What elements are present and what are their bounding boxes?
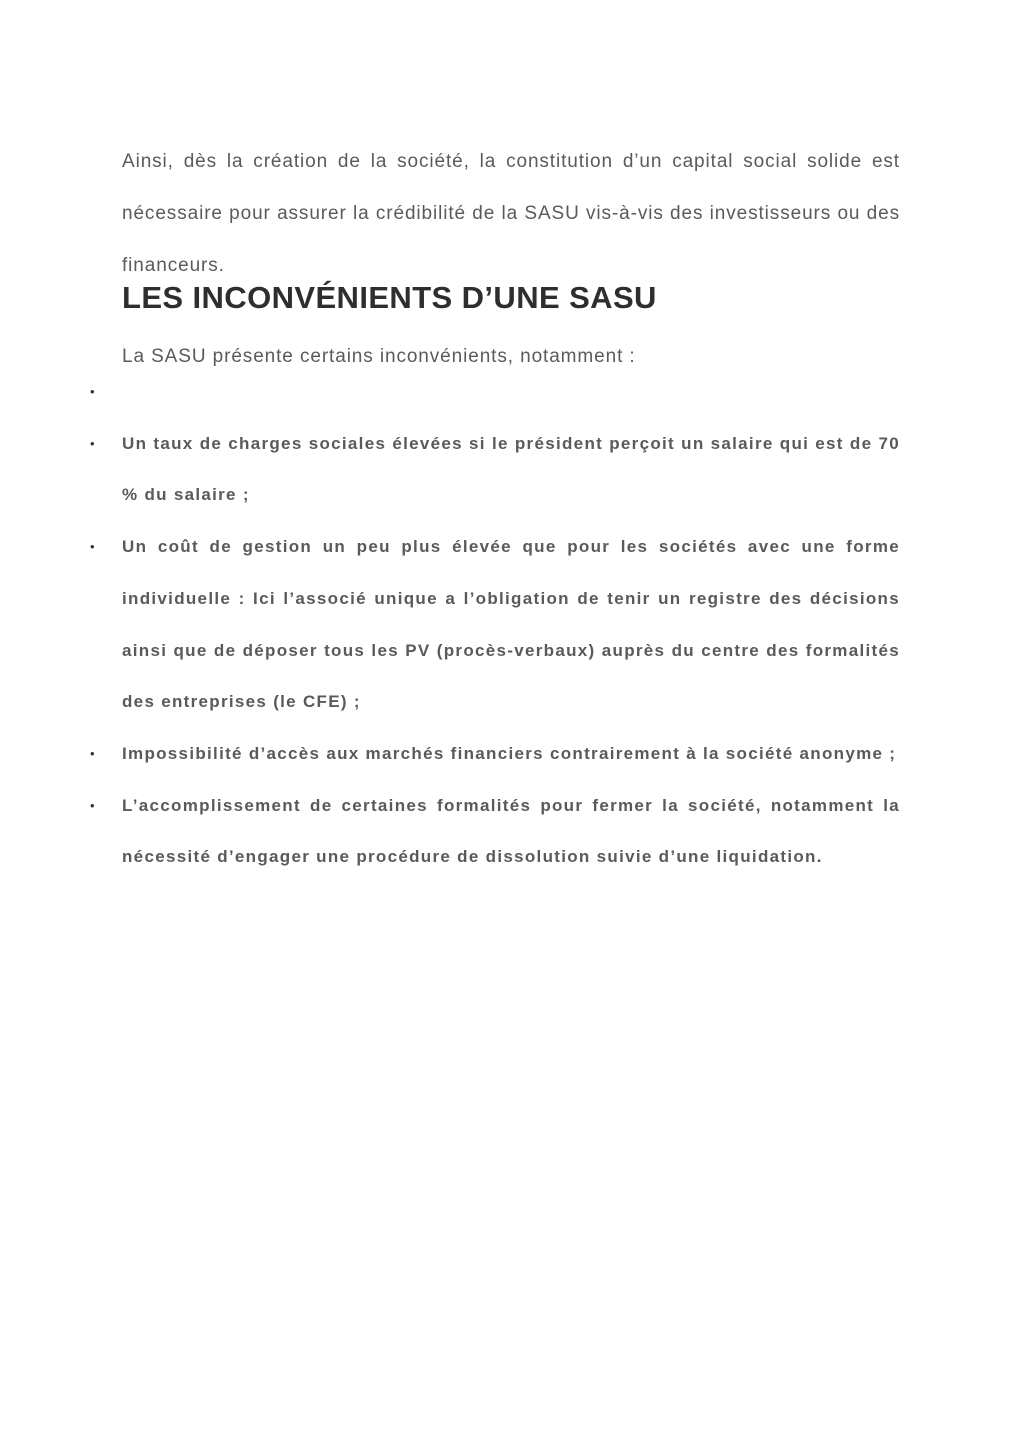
list-item (0, 780, 900, 883)
bullet-icon: • (90, 539, 96, 555)
list-item (0, 521, 900, 728)
bullet-icon: • (90, 797, 96, 813)
list-item (0, 418, 900, 521)
section-heading: LES INCONVÉNIENTS D’UNE SASU (122, 280, 657, 315)
list-item-text: Un taux de charges sociales élevées si le président perçoit un salaire qui est de 70 % du salaire ; (122, 433, 900, 505)
list-item-text: L’accomplissement de certaines formalités pour fermer la société, notamment la nécessité d’engager une procédure de dissolution suivie d’une liquidation. (122, 795, 900, 867)
list-item-text: Impossibilité d’accès aux marchés financiers contrairement à la société anonyme ; (122, 743, 897, 763)
inconvenients-list (0, 366, 1023, 883)
list-item (0, 728, 900, 780)
lead-text: La SASU présente certains inconvénients, notamment : (122, 346, 636, 367)
bullet-icon: • (90, 435, 96, 451)
bullet-icon: • (90, 384, 96, 399)
list-item-empty (0, 366, 900, 418)
list-item-text: Un coût de gestion un peu plus élevée que pour les sociétés avec une forme individuelle : Ici l’associé unique a l’obligation de tenir un registre des décisions ainsi que de déposer tous les PV (procès-verbaux) auprès du centre des formalités des entreprises (le CFE) ; (122, 537, 900, 712)
bullet-icon: • (90, 745, 96, 761)
intro-paragraph: Ainsi, dès la création de la société, la constitution d’un capital social solide est nécessaire pour assurer la crédibilité de la SASU vis-à-vis des investisseurs ou des financeurs. (122, 151, 900, 276)
